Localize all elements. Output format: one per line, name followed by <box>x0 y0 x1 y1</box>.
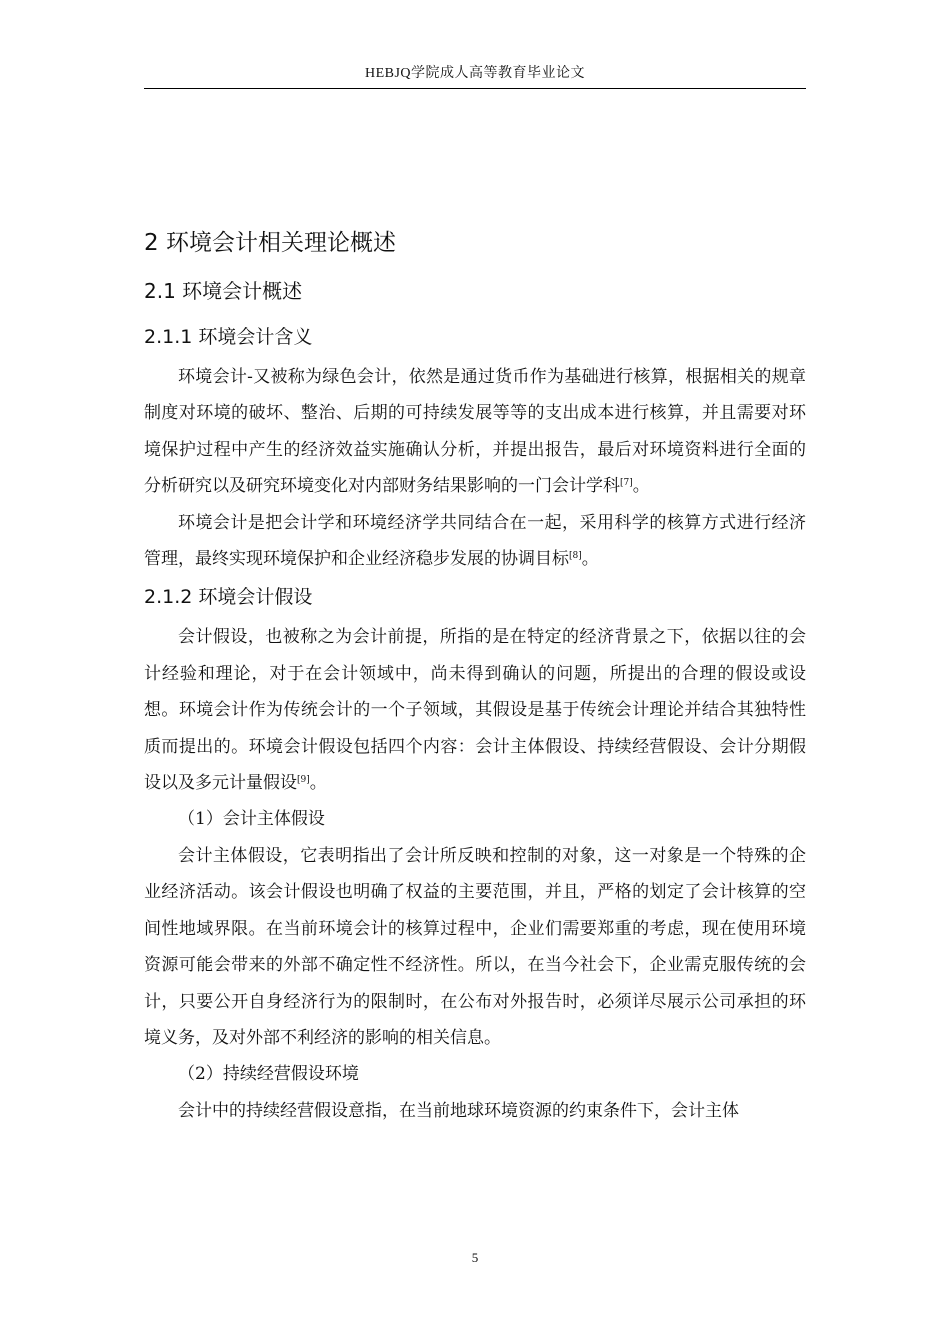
paragraph-assumptions <box>144 619 806 801</box>
subsection-title-definition: 2.1.1 环境会计含义 <box>144 326 313 348</box>
paragraph-text: 环境会计-又被称为绿色会计，依然是通过货币作为基础进行核算，根据相关的规章制度对环境的破坏、整治、后期的可持续发展等等的支出成本进行核算，并且需要对环境保护过程中产生的经济效益实施确认分析，并提出报告，最后对环境资料进行全面的分析研究以及研究环境变化对内部财务结果影响的一门会计学科 <box>144 367 806 497</box>
paragraph-entity-assumption: 会计主体假设，它表明指出了会计所反映和控制的对象，这一对象是一个特殊的企业经济活动。该会计假设也明确了权益的主要范围，并且，严格的划定了会计核算的空间性地域界限。在当前环境会计的核算过程中，企业们需要郑重的考虑，现在使用环境资源可能会带来的外部不确定性不经济性。所以，在当今社会下，企业需克服传统的会计，只要公开自身经济行为的限制时，在公布对外报告时，必须详尽展示公司承担的环境义务，及对外部不利经济的影响的相关信息。 <box>144 845 806 1048</box>
page-header: HEBJQ学院成人高等教育毕业论文 <box>364 66 586 81</box>
paragraph-going-concern: 会计中的持续经营假设意指，在当前地球环境资源的约束条件下，会计主体 <box>178 1100 739 1121</box>
section-title: 2.1 环境会计概述 <box>144 279 303 303</box>
paragraph-end: 。 <box>309 773 327 794</box>
document-body <box>144 222 806 1129</box>
list-item-going-concern: （2）持续经营假设环境 <box>178 1064 359 1085</box>
page-number: 5 <box>471 1250 479 1265</box>
chapter-title: 2 环境会计相关理论概述 <box>144 230 396 256</box>
subsection-title-assumptions: 2.1.2 环境会计假设 <box>144 586 313 609</box>
paragraph-text: 环境会计是把会计学和环境经济学共同结合在一起，采用科学的核算方式进行经济管理，最终实现环境保护和企业经济稳步发展的协调目标 <box>144 512 806 570</box>
header-rule <box>144 88 806 89</box>
citation: [9] <box>297 775 310 786</box>
citation: [7] <box>620 478 633 489</box>
paragraph-end: 。 <box>581 549 599 570</box>
list-item-entity-assumption: （1）会计主体假设 <box>178 809 325 830</box>
paragraph-text: 会计假设，也被称之为会计前提，所指的是在特定的经济背景之下，依据以往的会计经验和理论，对于在会计领域中，尚未得到确认的问题，所提出的合理的假设或设想。环境会计作为传统会计的一个子领域，其假设是基于传统会计理论并结合其独特性质而提出的。环境会计假设包括四个内容：会计主体假设、持续经营假设、会计分期假设以及多元计量假设 <box>144 627 806 794</box>
paragraph-end: 。 <box>632 476 650 497</box>
paragraph-definition <box>144 359 806 505</box>
paragraph-combination <box>144 505 806 578</box>
citation: [8] <box>569 551 582 562</box>
